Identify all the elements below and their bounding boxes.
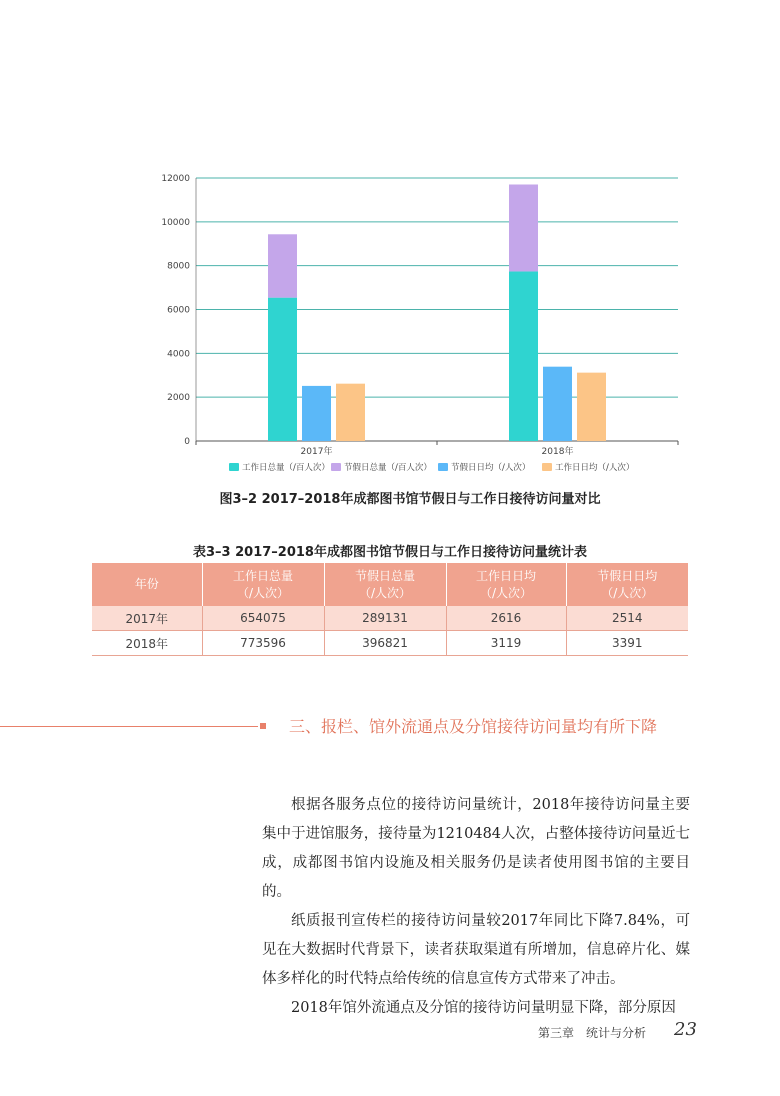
table-cell: 289131: [324, 606, 446, 631]
legend-label: 节假日日均（/人次）: [451, 463, 531, 473]
bar: [577, 373, 606, 441]
table-cell: 2018年: [92, 631, 202, 656]
bar-chart: [0, 0, 780, 500]
y-tick-label: 2000: [167, 393, 190, 404]
header-year: 年份: [92, 563, 202, 606]
bar-segment: [268, 234, 297, 297]
y-tick-label: 0: [184, 437, 190, 447]
table-caption: 表3–3 2017–2018年成都图书馆节假日与工作日接待访问量统计表: [193, 545, 587, 560]
table-cell: 2514: [566, 606, 688, 631]
legend-swatch: [438, 463, 448, 471]
chart-legend: [229, 462, 634, 473]
bar-segment: [509, 184, 538, 271]
table-cell: 773596: [202, 631, 324, 656]
table-cell: 396821: [324, 631, 446, 656]
table-header-row: [92, 563, 688, 606]
table-cell: 654075: [202, 606, 324, 631]
y-tick-label: 4000: [167, 349, 190, 360]
table-row: [92, 631, 688, 656]
table-cell: 2616: [446, 606, 566, 631]
bar-segment: [268, 298, 297, 441]
y-tick-label: 8000: [167, 261, 190, 272]
header-workday-total: 工作日总量 （/人次）: [202, 563, 324, 606]
paragraph: 纸质报刊宣传栏的接待访问量较2017年同比下降7.84%，可见在大数据时代背景下，读者获取渠道有所增加，信息碎片化、媒体多样化的时代特点给传统的信息宣传方式带来了冲击。: [262, 913, 690, 987]
y-tick-label: 6000: [167, 305, 190, 316]
chart-bars: [268, 184, 606, 441]
legend-label: 工作日日均（/人次）: [555, 463, 635, 473]
section-divider-line: [0, 726, 258, 727]
legend-swatch: [542, 463, 552, 471]
header-holiday-total: 节假日总量 （/人次）: [324, 563, 446, 606]
header-workday-average: 工作日日均 （/人次）: [446, 563, 566, 606]
table-cell: 3391: [566, 631, 688, 656]
section-marker-square: [260, 723, 266, 729]
x-tick-label: 2018年: [541, 447, 574, 457]
table-row: [92, 606, 688, 631]
paragraph: 根据各服务点位的接待访问量统计，2018年接待访问量主要集中于进馆服务，接待量为1210484人次，占整体接待访问量近七成，成都图书馆内设施及相关服务仍是读者使用图书馆的主要目的。: [262, 797, 690, 900]
table-cell: 3119: [446, 631, 566, 656]
x-axis-ticks: [301, 445, 574, 457]
y-tick-label: 10000: [161, 217, 190, 228]
x-tick-label: 2017年: [300, 447, 333, 457]
figure-caption: 图3–2 2017–2018年成都图书馆节假日与工作日接待访问量对比: [219, 492, 601, 507]
bar: [543, 367, 572, 441]
page-number: 23: [674, 1019, 697, 1040]
paragraph: 2018年馆外流通点及分馆的接待访问量明显下降，部分原因: [291, 1000, 676, 1016]
legend-label: 节假日总量（/百人次）: [344, 463, 432, 473]
bar-segment: [509, 271, 538, 441]
table-cell: 2017年: [92, 606, 202, 631]
y-tick-label: 12000: [161, 174, 190, 184]
y-axis-ticks: [161, 174, 190, 447]
statistics-table: [92, 563, 688, 656]
header-holiday-average: 节假日日均 （/人次）: [566, 563, 688, 606]
footer-chapter-title: 第三章 统计与分析: [538, 1026, 647, 1040]
legend-swatch: [229, 463, 239, 471]
bar: [302, 386, 331, 441]
section-heading: 三、报栏、馆外流通点及分馆接待访问量均有所下降: [289, 717, 658, 736]
legend-swatch: [331, 463, 341, 471]
bar: [336, 384, 365, 441]
legend-label: 工作日总量（/百人次）: [242, 463, 330, 473]
body-text: [262, 791, 690, 1023]
